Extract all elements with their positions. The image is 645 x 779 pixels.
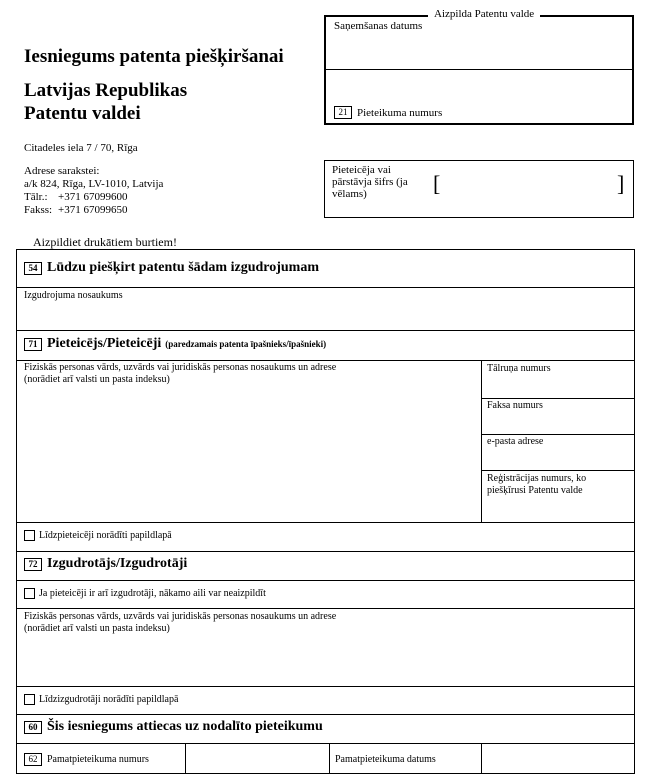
co-applicants-label: Līdzpieteicēji norādīti papildlapā [39,530,172,541]
co-inventors-checkbox[interactable] [24,694,178,705]
org-line-2: Patentu valdei [24,103,141,124]
office-divider [326,69,632,70]
code-72-box: 72 [24,558,42,571]
divider [17,330,634,331]
co-applicants-checkbox[interactable] [24,530,172,541]
divider [481,360,482,522]
divider [481,434,634,435]
phone-label: Tālr.: [24,191,48,203]
divider [17,743,634,744]
fax-label: Fakss: [24,204,53,216]
divider [185,743,186,774]
section-71-title: Pieteicējs/Pieteicēji [47,336,162,351]
email-label: e-pasta adrese [487,436,544,447]
postal-label: Adrese sarakstei: [24,165,100,177]
also-inventors-checkbox[interactable] [24,588,266,599]
applicant-code-box[interactable] [324,160,634,218]
section-72-title: Izgudrotājs/Izgudrotāji [47,556,188,571]
divider [481,470,634,471]
checkbox-icon[interactable] [24,694,35,705]
code-21-box: 21 [334,106,352,119]
application-number-field [334,106,442,119]
co-inventors-label: Līdzizgudrotāji norādīti papildlapā [39,694,179,705]
bracket-close: ] [617,171,625,196]
code-62-box: 62 [24,753,42,766]
page-title: Iesniegums patenta piešķiršanai [24,46,284,67]
divider [17,522,634,523]
divider [17,360,634,361]
inventor-person-label: Fiziskās personas vārds, uzvārds vai juridiskās personas nosaukums un adrese (norādiet arī valsti un pasta indeksu) [24,611,337,634]
parent-number-label: Pamatpieteikuma numurs [47,753,149,765]
fill-note: Aizpildiet drukātiem burtiem! [33,235,177,249]
code-54-box: 54 [24,262,42,275]
postal-address [24,165,163,217]
fax-number-label: Faksa numurs [487,400,543,411]
divider [17,608,634,609]
section-54-title: Lūdzu piešķirt patentu šādam izgudrojumam [47,260,320,275]
postal-line: a/k 824, Rīga, LV-1010, Latvija [24,178,164,190]
parent-application-number-field [24,753,149,766]
divider [17,580,634,581]
divider [17,287,634,288]
parent-date-label: Pamatpieteikuma datums [335,754,436,765]
registration-number-label: Reģistrācijas numurs, ko piešķīrusi Patentu valde [487,473,587,496]
section-71-header [24,336,326,352]
section-60-header [24,719,323,735]
section-72-header [24,556,187,572]
fax-value: +371 67099650 [58,204,128,216]
divider [329,743,330,774]
application-number-label: Pieteikuma numurs [357,106,443,119]
divider [17,714,634,715]
divider [17,551,634,552]
code-71-box: 71 [24,338,42,351]
divider [481,743,482,774]
office-caption: Aizpilda Patentu valde [428,8,540,20]
phone-number-label: Tālruņa numurs [487,363,551,374]
applicant-code-label: Pieteicēja vai pārstāvja šifrs (ja vēlams) [332,164,408,200]
invention-name-label: Izgudrojuma nosaukums [24,290,123,301]
org-line-1: Latvijas Republikas [24,80,188,101]
code-60-box: 60 [24,721,42,734]
bracket-open: [ [433,171,441,196]
checkbox-icon[interactable] [24,588,35,599]
office-use-box [324,8,634,125]
section-54-header [24,260,319,276]
section-71-subtitle: (paredzamais patenta īpašnieks/īpašnieki) [165,339,327,349]
phone-value: +371 67099600 [58,191,128,203]
received-date-label: Saņemšanas datums [334,20,423,32]
also-inventors-label: Ja pieteicēji ir arī izgudrotāji, nākamo aili var neaizpildīt [39,588,266,599]
section-60-title: Šis iesniegums attiecas uz nodalīto pieteikumu [47,719,323,734]
office-address: Citadeles iela 7 / 70, Rīga [24,142,138,154]
application-form [16,249,635,774]
divider [17,686,634,687]
divider [481,398,634,399]
applicant-person-label: Fiziskās personas vārds, uzvārds vai juridiskās personas nosaukums un adrese (norādiet arī valsti un pasta indeksu) [24,362,337,385]
checkbox-icon[interactable] [24,530,35,541]
